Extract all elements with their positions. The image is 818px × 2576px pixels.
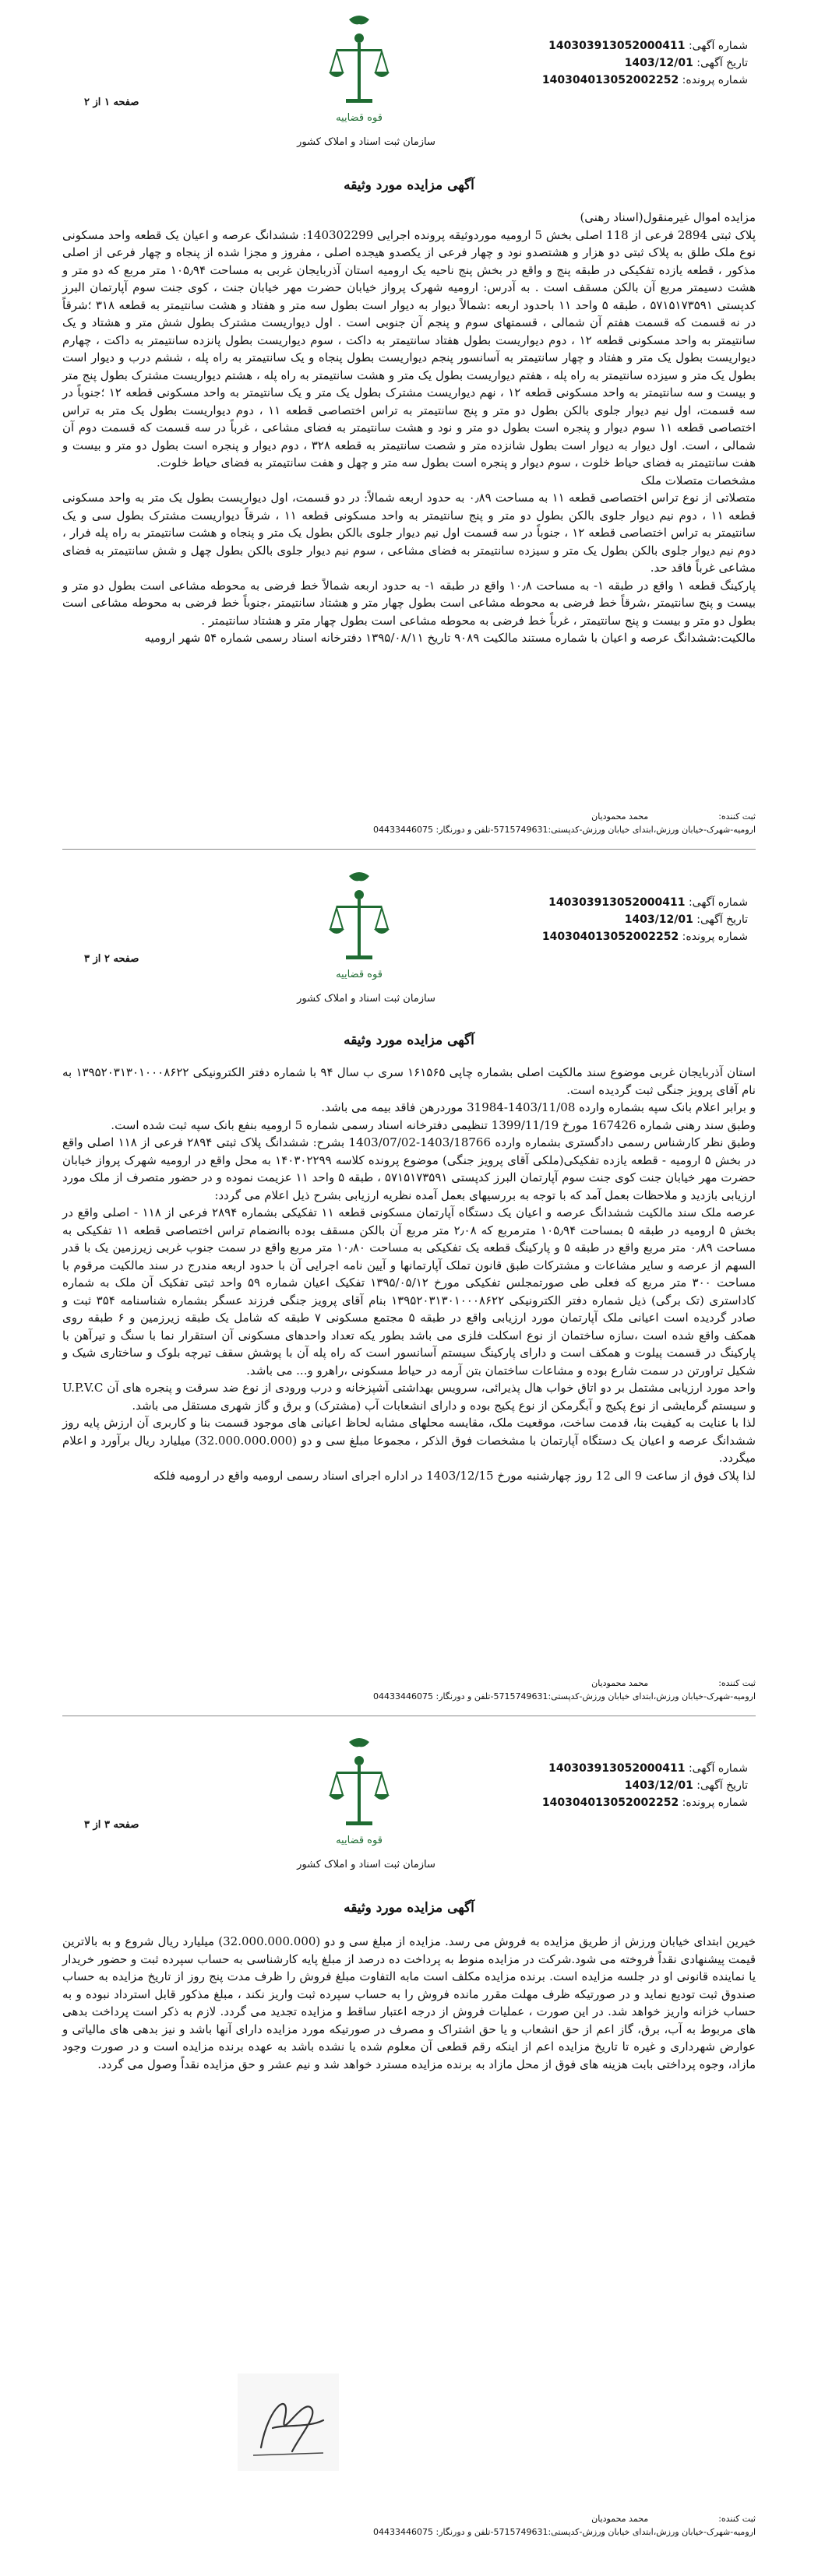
ad-body — [62, 1064, 756, 1484]
page-label: صفحه ۳ از ۳ — [84, 1819, 139, 1831]
paragraph: واحد مورد ارزیابی مشتمل بر دو اتاق خواب هال پذیرائی، سرویس بهداشتی آشپزخانه و درب ورودی از نوع ضد سرقت و پنجره های آن U.P.V.C و سیستم گرمایشی از نوع پکیج و آبگرمکن از نوع پکیج بوده و دارای انشعابات آب (مشترک) و برق و گاز شهری مستقل می باشد. — [62, 1381, 756, 1413]
paragraph: لذا با عنایت به کیفیت بنا، قدمت ساخت، موقعیت ملک، مقایسه محلهای مشابه لحاظ اعیانی های موجود قسمت بنا و کاربری آن ارزش پایه روز ششدانگ عرصه و اعیان یک دستگاه آپارتمان با مشخصات فوق الذکر ، مجموعا مبلغ سی و دو (32.000.000.000) میلیارد ریال برآورد و اعلام میگردد. — [62, 1416, 756, 1465]
paragraph: وطبق نظر کارشناس رسمی دادگستری بشماره وارده 1403/18766-1403/07/02 بشرح: ششدانگ پلاک ثبتی ۲۸۹۴ فرعی از ۱۱۸ اصلی واقع در بخش ۵ ارومیه - قطعه یازده تفکیکی(ملکی آقای پرویز جنگی) موضوع پرونده کلاسه ۱۴۰۳۰۲۲۹۹ به محل واقع در ارومیه شهرک پرواز خیابان حضرت مهر خیابان جنت کوی جنت سوم آپارتمان البرز کدپستی ۵۷۱۵۱۷۳۵۹۱ ، طبقه ۵ واحد ۱۱ عزیمت نموده و در حضور متصرف از ملک مورد ارزیابی بازدید و ملاحظات بعمل آمد که با توجه به بررسیهای بعمل آمده نظریه ارزیابی بشرح ذیل اعلام می گردد: — [62, 1135, 756, 1202]
paragraph: مشخصات متصلات ملک — [640, 473, 756, 487]
ad-number: 140303913052000411 — [548, 40, 686, 52]
ad-date: 1403/12/01 — [624, 57, 693, 69]
ad-footer: ثبت کننده: محمد محمودیان ارومیه-شهرک-خیابان ورزش،ابتدای خیابان ورزش-کدپستی:5715749631-تلفن و دورنگار: 04433446075 — [62, 1678, 756, 1701]
file-number: 140304013052002252 — [541, 74, 679, 86]
registrar-name: محمد محمودیان — [591, 2514, 649, 2524]
emblem-caption: سازمان ثبت اسناد و املاک کشور — [297, 993, 435, 1005]
svg-text:قوه قضاییه: قوه قضاییه — [336, 969, 383, 980]
ad-body — [62, 1933, 756, 2073]
ad-number: 140303913052000411 — [548, 1762, 686, 1775]
ad-title: آگهی مزایده مورد وثیقه — [344, 1900, 474, 1916]
judiciary-emblem-icon — [326, 868, 393, 985]
paragraph: استان آذربایجان غربی موضوع سند مالکیت اصلی بشماره چاپی ۱۶۱۵۶۵ سری ب سال ۹۴ با شماره دفتر الکترونیکی ۱۳۹۵۲۰۳۱۳۰۱۰۰۰۸۶۲۲ به نام آقای پرویز جنگی ثبت گردیده است. — [62, 1065, 756, 1097]
emblem-caption: سازمان ثبت اسناد و املاک کشور — [297, 1859, 435, 1870]
office-address: ارومیه-شهرک-خیابان ورزش،ابتدای خیابان ورزش-کدپستی:5715749631-تلفن و دورنگار: 04433446075 — [373, 2527, 756, 2537]
page-label: صفحه ۱ از ۲ — [84, 97, 139, 108]
ad-meta: شماره آگهی: 140303913052000411 تاریخ آگهی: 1403/12/01 شماره پرونده: 140304013052002252 — [541, 40, 748, 86]
paragraph: پارکینگ قطعه ۱ واقع در طبقه ۱- به مساحت ۱۰٫۸ واقع در طبقه ۱- به حدود اربعه شمالاً خط فرضی به محوطه مشاعی است بطول دو متر و بیست و پنج سانتیمتر ،شرقاً خط فرضی به محوطه مشاعی است بطول چهار متر و هشتاد سانتیمتر ،جنوباً خط فرضی به محوطه مشاعی است بطول دو متر و بیست و پنج سانتیمتر ، غرباً خط فرضی به محوطه مشاعی است بطول چهار متر و هشتاد سانتیمتر . — [62, 578, 756, 628]
file-number: 140304013052002252 — [541, 931, 679, 943]
ad-title: آگهی مزایده مورد وثیقه — [344, 178, 474, 193]
paragraph: پلاک ثبتی 2894 فرعی از 118 اصلی بخش 5 ارومیه موردوثیقه پرونده اجرایی 140302299: ششدانگ عرصه و اعیان یک قطعه واحد مسکونی نوع ملک طلق به پلاک ثبتی دو هزار و هشتصدو نود و چهار فرعی از یکصدو هیجده اصلی ، مفروز و مجزا شده از پنجاه و چهار فرعی از اصلی مذکور ، قطعه یازده تفکیکی در طبقه پنج و واقع در بخش پنج ناحیه یک ارومیه استان آذربایجان غربی به مساحت ۱۰۵٫۹۴ متر مربع که دو متر و هشت دسیمتر مربع آن بالکن مسقف است . به آدرس: ارومیه شهرک پرواز خیابان حضرت مهر خیابان جنت ، کوی جنت سوم آپارتمان البرز کدپستی ۵۷۱۵۱۷۳۵۹۱ ، طبقه ۵ واحد ۱۱ باحدود اربعه :شمالاً دیوار به دیوار است بطول سه متر و هفتاد و هشت سانتیمتر به قطعه ۳۱۸ ؛شرقاً در نه قسمت که قسمت هفتم آن شمالی ، قسمتهای سوم و پنجم آن جنوبی است . اول دیواریست مشترک بطول شش متر و هشتاد و یک سانتیمتر به واحد مسکونی قطعه ۱۲ ، دوم دیواریست بطول هفتاد سانتیمتر به داکت ، سوم دیواریست بطول پانزده سانتیمتر به داکت ، چهارم دیواریست بطول یک متر و هفتاد و چهار سانتیمتر به آسانسور پنجم دیواریست بطول پنجاه و یک سانتیمتر به راه پله ، ششم درب و دیوار است بطول یک متر و سیزده سانتیمتر به راه پله ، هفتم دیواریست بطول یک متر و هشت سانتیمتر به راه پله ، هشتم دیواریست مشترک بطول پنج متر و بیست و سه سانتیمتر به واحد مسکونی قطعه ۱۲ ، نهم دیواریست مشترک بطول یک متر و یک سانتیمتر به واحد مسکونی قطعه ۱۲ ؛جنوباً در سه قسمت، اول نیم دیوار جلوی بالکن بطول دو متر و پنج سانتیمتر به تراس اختصاصی قطعه ۱۱ ، دوم دیواریست بطول یک متر به تراس اختصاصی قطعه ۱۱ سوم دیوار و پنجره است بطول دو متر و نود و هشت سانتیمتر به فضای مشاعی ، غرباً در سه قسمت که قسمت دوم آن شمالی ، است. اول دیوار به دیوار است بطول شانزده متر و شصت سانتیمتر به قطعه ۳۲۸ ، دوم دیوار و پنجره است بطول دو متر و بیست و هفت سانتیمتر به فضای حیاط خلوت ، سوم دیوار و پنجره است بطول سه متر و چهل و هفت سانتیمتر به فضای حیاط خلوت. — [62, 227, 756, 470]
judiciary-emblem-icon — [326, 12, 393, 128]
paragraph: وطبق سند رهنی شماره 167426 مورخ 1399/11/19 تنظیمی دفترخانه اسناد رسمی شماره 5 ارومیه بنفع بانک سپه ثبت شده است. — [111, 1117, 756, 1132]
paragraph: مالکیت:ششدانگ عرصه و اعیان با شماره مستند مالکیت ۹۰۸۹ تاریخ ۱۳۹۵/۰۸/۱۱ دفترخانه اسناد رسمی شماره ۵۴ شهر ارومیه — [144, 631, 756, 645]
svg-text:قوه قضاییه: قوه قضاییه — [336, 1835, 383, 1846]
handwritten-signature — [238, 2374, 339, 2471]
office-address: ارومیه-شهرک-خیابان ورزش،ابتدای خیابان ورزش-کدپستی:5715749631-تلفن و دورنگار: 04433446075 — [373, 1691, 756, 1701]
ad-meta: شماره آگهی: 140303913052000411 تاریخ آگهی: 1403/12/01 شماره پرونده: 140304013052002252 — [541, 896, 748, 943]
file-number: 140304013052002252 — [541, 1797, 679, 1809]
paragraph: و برابر اعلام بانک سپه بشماره وارده 1403/11/08-31984 موردرهن فاقد بیمه می باشد. — [321, 1100, 756, 1114]
paragraph: متصلاتی از نوع تراس اختصاصی قطعه ۱۱ به مساحت ۰٫۸۹ به حدود اربعه شمالاً: در دو قسمت، اول دیواریست بطول یک متر به واحد مسکونی قطعه ۱۱ ، دوم نیم دیوار جلوی بالکن بطول دو متر و پنج سانتیمتر به واحد مسکونی قطعه ۱۱ ، شرقاً دیواریست مشترک بطول سی و یک سانتیمتر به تراس اختصاصی قطعه ۱۲ ، جنوباً در سه قسمت اول نیم دیوار جلوی بالکن بطول یک متر و پنجاه و هشت سانتیمتر به راه پله فرار ، دوم نیم دیوار جلوی بالکن بطول یک متر و سیزده سانتیمتر به فضای مشاعی ، سوم نیم دیوار جلوی بالکن بطول چهل و شش سانتیمتر به فضای مشاعی غرباً فاقد حد. — [62, 491, 756, 575]
emblem-caption: سازمان ثبت اسناد و املاک کشور — [297, 136, 435, 148]
ad-footer: ثبت کننده: محمد محمودیان ارومیه-شهرک-خیابان ورزش،ابتدای خیابان ورزش-کدپستی:5715749631-تلفن و دورنگار: 04433446075 — [62, 2514, 756, 2537]
registrar-name: محمد محمودیان — [591, 811, 649, 822]
paragraph: مزایده اموال غیرمنقول(اسناد رهنی) — [580, 210, 756, 224]
ad-title: آگهی مزایده مورد وثیقه — [344, 1033, 474, 1048]
ad-footer: ثبت کننده: محمد محمودیان ارومیه-شهرک-خیابان ورزش،ابتدای خیابان ورزش-کدپستی:5715749631-تلفن و دورنگار: 04433446075 — [62, 811, 756, 835]
ad-date: 1403/12/01 — [624, 913, 693, 926]
paragraph: خیرین ابتدای خیابان ورزش از طریق مزایده به فروش می رسد. مزایده از مبلغ سی و دو (32.000.000.000) میلیارد ریال شروع و به بالاترین قیمت پیشنهادی نقداً فروخته می شود.شرکت در مزایده منوط به پرداخت ده درصد از مبلغ پایه کارشناسی به حساب سپرده ثبت و حضور خریدار یا نماینده قانونی او در جلسه مزایده است. برنده مزایده مکلف است مابه التفاوت مبلغ فروش را ظرف مدت پنج روز از تاریخ مزایده به حساب صندوق ثبت تودیع نماید و در صورتیکه ظرف مهلت مقرر مانده فروش را به حساب سپرده ثبت واریز نکند ، مبلغ مذکور قابل استرداد نبوده و به حساب خزانه واریز خواهد شد. در این صورت ، عملیات فروش از درجه اعتبار ساقط و مزایده تجدید می گردد. لازم به ذکر است پرداخت بدهی های مربوط به آب، برق، گاز اعم از حق انشعاب و یا حق اشتراک و مصرف در صورتیکه مورد مزایده دارای آنها باشد و نیز بدهی های مالیاتی و عوارض شهرداری و غیره تا تاریخ مزایده اعم از اینکه رقم قطعی آن معلوم شده یا نشده باشد به عهده برنده مزایده است و در صورت وجود مازاد، وجوه پرداختی بابت هزینه های فوق از محل مازاد به برنده مزایده مسترد خواهد شد و نیم عشر و حق مزایده نقداً وصول می گردد. — [62, 1934, 756, 2071]
ad-meta: شماره آگهی: 140303913052000411 تاریخ آگهی: 1403/12/01 شماره پرونده: 140304013052002252 — [541, 1762, 748, 1809]
emblem-title: قوه قضاییه — [336, 112, 383, 124]
paragraph: عرصه ملک سند مالکیت ششدانگ عرصه و اعیان یک دستگاه آپارتمان مسکونی قطعه ۱۱ تفکیکی بشماره ۲۸۹۴ فرعی از ۱۱۸ - اصلی واقع در بخش ۵ ارومیه در طبقه ۵ بمساحت ۱۰۵٫۹۴ مترمربع که ۲٫۰۸ متر مربع آن بالکن مسقف بوده باانضمام تراس اختصاصی قطعه ۱۱ تفکیکی به مساحت ۰٫۸۹ متر مربع واقع در طبقه ۵ و پارکینگ قطعه یک تفکیکی به مساحت ۱۰٫۸۰ متر مربع واقع در سمت جنوب غربی زیرزمین یک با قدر السهم از عرصه و سایر مشاعات و مشترکات طبق قانون تملک آپارتمانها و آیین نامه اجرایی آن با حدود اربعه مندرج در سند مالکیت مرقوم با مساحت ۳۰۰ متر مربع که فعلی طی صورتمجلس تفکیکی مورخ ۱۳۹۵/۰۵/۱۲ تفکیک اعیان شماره ۵۹ واحد ثبتی تفکیک آن ملک به شماره کاداستری (تک برگی) ذیل شماره دفتر الکترونیکی ۱۳۹۵۲۰۳۱۳۰۱۰۰۰۸۶۲۲ بنام آقای پرویز جنگی فرزند عسگر بشماره شناسنامه ۳۵۴ ثبت و صادر گردیده است اعیانی ملک آپارتمان مورد ارزیابی واقع در طبقه ۵ مجتمع مسکونی ۷ طبقه که شامل یک طبقه زیرزمین و ۶ طبقه روی همکف واقع شده است ،سازه ساختمان از نوع اسکلت فلزی می باشد بطور یکه تعداد واحدهای مسکونی آن استقرار نما با سنگ و تیرآهن با پارکینگ در قسمت پیلوت و همکف است و دارای پارکینگ سیستم آسانسور است که راه پله آن با پوشش سقف تیرچه بلوک و ساختاری شیک و شکیل تراورتن در سمت شارع بوده و مشاعات ساختمان بتن آرمه در حیاط مسکونی ،راهرو و... می باشد. — [62, 1205, 756, 1378]
paragraph: لذا پلاک فوق از ساعت 9 الی 12 روز چهارشنبه مورخ 1403/12/15 در اداره اجرای اسناد رسمی ارومیه واقع در ارومیه فلکه — [153, 1468, 756, 1483]
ad-date: 1403/12/01 — [624, 1779, 693, 1792]
ad-number: 140303913052000411 — [548, 896, 686, 909]
judiciary-emblem-icon — [326, 1734, 393, 1851]
page-label: صفحه ۲ از ۳ — [84, 953, 139, 965]
ad-body — [62, 209, 756, 647]
divider — [62, 849, 756, 850]
office-address: ارومیه-شهرک-خیابان ورزش،ابتدای خیابان ورزش-کدپستی:5715749631-تلفن و دورنگار: 04433446075 — [373, 825, 756, 835]
registrar-name: محمد محمودیان — [591, 1678, 649, 1688]
